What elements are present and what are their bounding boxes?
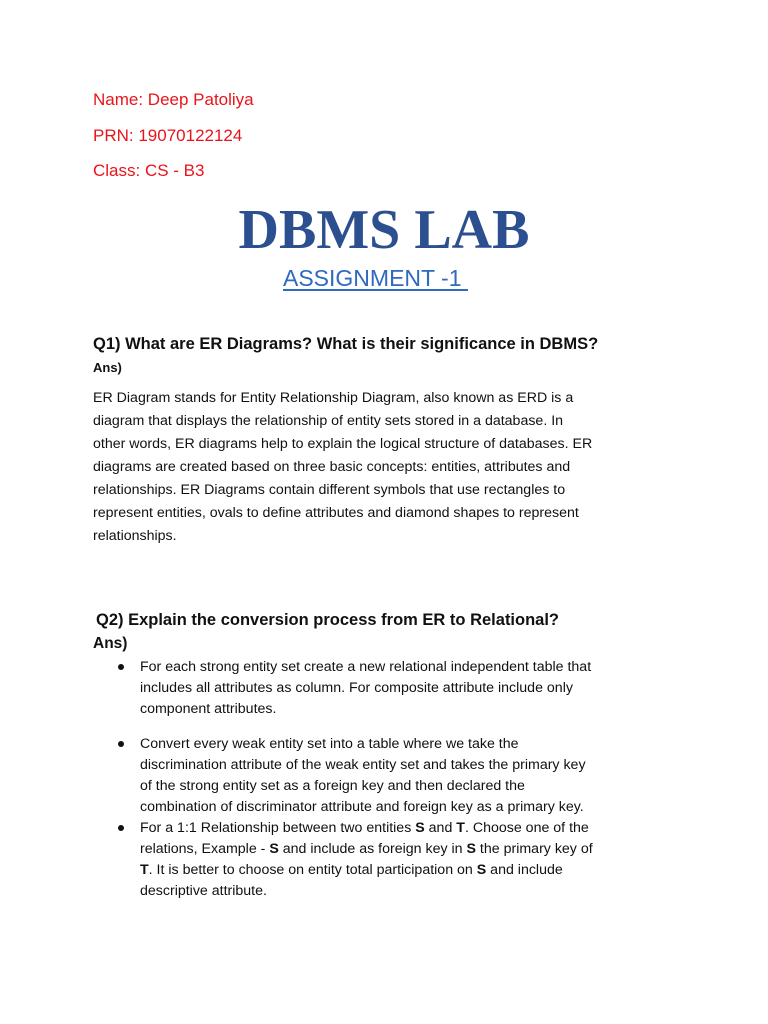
bold-entity-s: S — [269, 841, 279, 857]
paragraph-line: relationships. ER Diagrams contain different symbols that use rectangles to — [93, 482, 566, 498]
bullet-icon — [118, 664, 124, 670]
text-run: relations, Example - — [140, 841, 270, 857]
text-run: and include as foreign key in — [278, 841, 467, 857]
paragraph-line: relationships. — [93, 528, 177, 544]
paragraph-line: ER Diagram stands for Entity Relationship Diagram, also known as ERD is a — [93, 390, 574, 406]
answer-2-label: Ans) — [93, 635, 128, 652]
list-item-text — [140, 818, 593, 902]
bullet-icon — [118, 825, 124, 831]
bullet-icon — [118, 741, 124, 747]
list-item-line: of the strong entity set as a foreign key and then declared the — [140, 778, 525, 794]
bold-entity-s: S — [476, 862, 487, 878]
list-item-line: component attributes. — [140, 701, 277, 717]
document-subtitle: ASSIGNMENT -1 — [283, 265, 468, 291]
text-run: the primary key of — [475, 841, 593, 857]
paragraph-line: other words, ER diagrams help to explain the logical structure of databases. ER — [93, 436, 593, 452]
question-2: Q2) Explain the conversion process from ER to Relational? — [96, 611, 560, 629]
paragraph-line: diagrams are created based on three basic concepts: entities, attributes and — [93, 459, 571, 475]
student-name: Name: Deep Patoliya — [93, 90, 254, 109]
text-run: and include — [486, 862, 563, 878]
list-item-text — [140, 657, 591, 720]
question-1: Q1) What are ER Diagrams? What is their significance in DBMS? — [93, 335, 599, 353]
list-item-line: descriptive attribute. — [140, 883, 267, 899]
list-item-line: For each strong entity set create a new relational independent table that — [140, 659, 592, 675]
list-item-line: combination of discriminator attribute and foreign key as a primary key. — [140, 799, 584, 815]
text-run: . It is better to choose on entity total participation on — [148, 862, 477, 878]
bold-entity-t: T — [140, 862, 149, 878]
list-item-line — [140, 839, 593, 860]
paragraph-line: represent entities, ovals to define attributes and diamond shapes to represent — [93, 505, 579, 521]
bold-entity-s: S — [415, 820, 425, 836]
bold-entity-t: T — [456, 820, 465, 836]
list-item-line: discrimination attribute of the weak entity set and takes the primary key — [140, 757, 586, 773]
student-prn: PRN: 19070122124 — [93, 126, 243, 145]
document-title: DBMS LAB — [238, 199, 530, 261]
list-item-line — [140, 818, 593, 839]
bold-entity-s: S — [466, 841, 476, 857]
text-run: . Choose one of the — [464, 820, 589, 836]
answer-1-label: Ans) — [93, 360, 122, 375]
answer-1-paragraph — [93, 387, 683, 548]
paragraph-line: diagram that displays the relationship of entity sets stored in a database. In — [93, 413, 564, 429]
list-item-line: Convert every weak entity set into a table where we take the — [140, 736, 519, 752]
list-item-line: includes all attributes as column. For composite attribute include only — [140, 680, 573, 696]
text-run: and — [424, 820, 457, 836]
list-item-line — [140, 860, 593, 881]
text-run: For a 1:1 Relationship between two entities — [140, 820, 416, 836]
student-class: Class: CS - B3 — [93, 161, 205, 180]
list-item-text — [140, 734, 586, 818]
